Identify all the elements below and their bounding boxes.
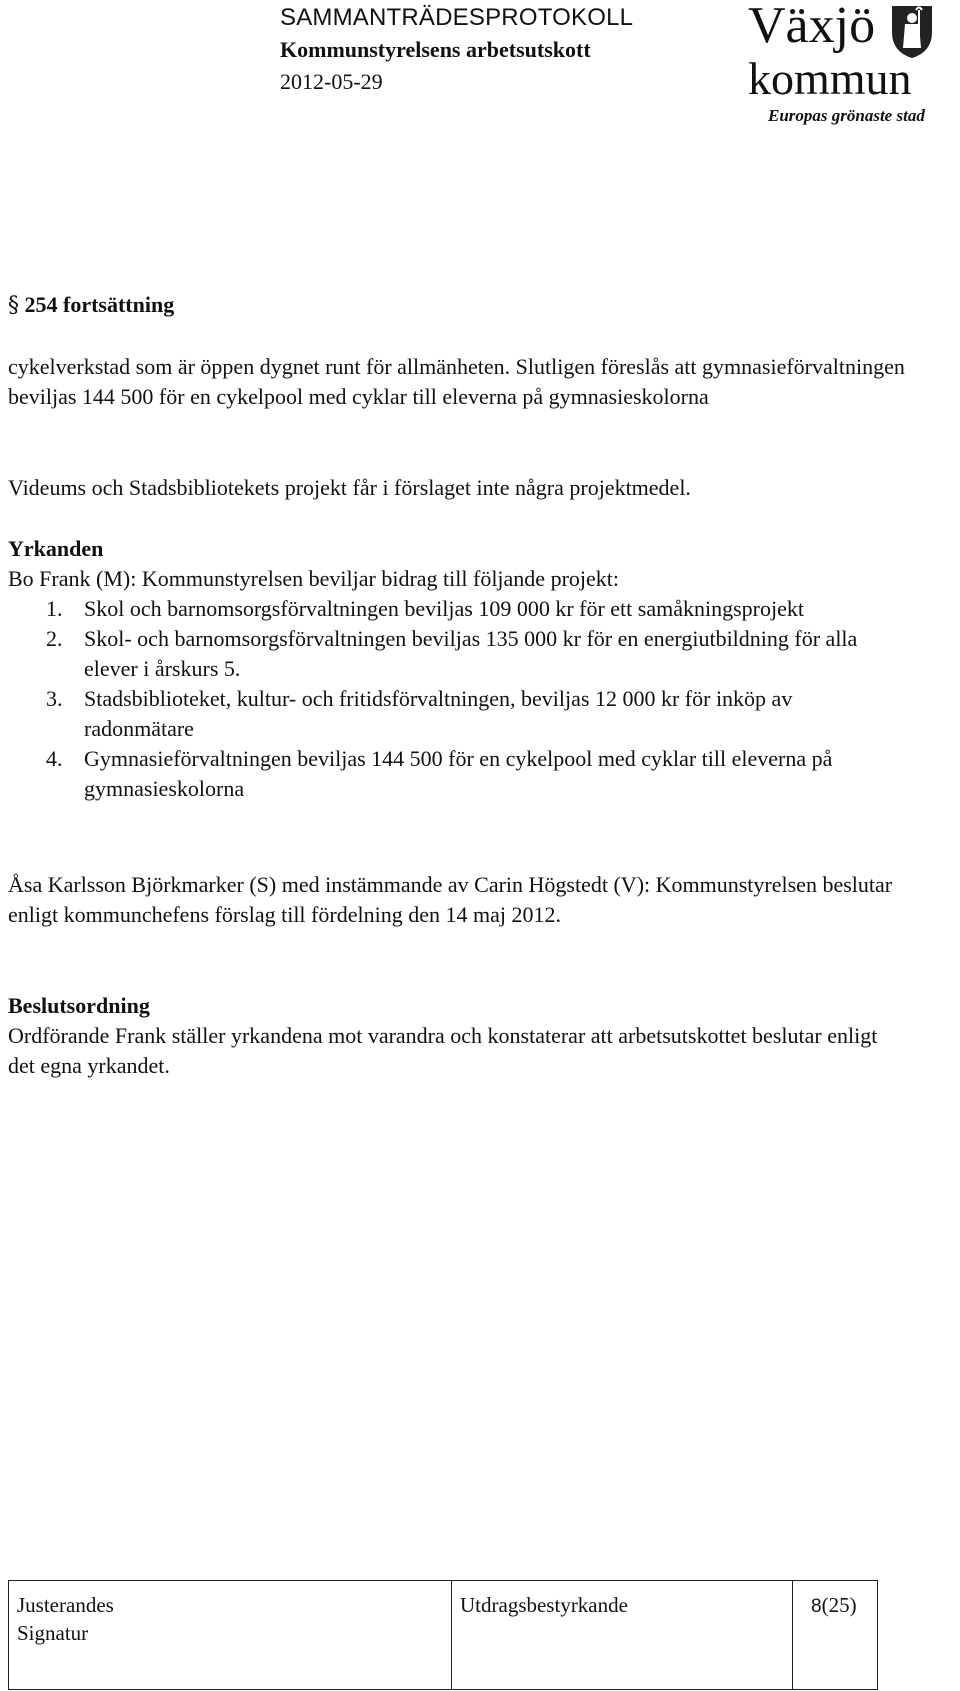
list-item — [8, 624, 888, 684]
list-item-number: 2. — [46, 626, 63, 651]
signatur-label: Signatur — [17, 1621, 89, 1645]
vaxjo-kommun-logo — [748, 0, 960, 130]
yrkanden-heading: Yrkanden — [8, 536, 104, 561]
list-item — [8, 594, 888, 624]
page-number: 8 — [811, 1596, 822, 1617]
meeting-date: 2012-05-29 — [280, 69, 383, 94]
section-heading-text: 254 fortsättning — [19, 292, 175, 317]
list-item-text: Gymnasieförvaltningen beviljas 144 500 för en cykelpool med cyklar till eleverna på gymnasieskolorna — [84, 746, 833, 801]
section-sign: § — [8, 293, 19, 318]
list-item-text: Skol- och barnomsorgsförvaltningen beviljas 135 000 kr för en energiutbildning för alla elever i årskurs 5. — [84, 626, 858, 681]
yrkanden-intro: Bo Frank (M): Kommunstyrelsen beviljar bidrag till följande projekt: — [8, 566, 619, 591]
list-item-number: 3. — [46, 686, 63, 711]
section-heading — [8, 290, 174, 321]
list-item-number: 4. — [46, 746, 63, 771]
beslutsordning-text: Ordförande Frank ställer yrkandena mot varandra och konstaterar att arbetsutskottet beslutar enligt det egna yrkandet. — [8, 1023, 878, 1078]
footer-utdrag-cell — [452, 1581, 793, 1689]
page-total: (25) — [821, 1593, 857, 1617]
list-item — [8, 684, 888, 744]
justerandes-label: Justerandes — [17, 1593, 114, 1617]
footer-page-cell — [793, 1581, 877, 1689]
beslutsordning-heading: Beslutsordning — [8, 993, 150, 1018]
signature-footer — [8, 1580, 878, 1690]
list-item — [8, 744, 888, 804]
document-header — [280, 2, 633, 98]
project-list — [8, 594, 888, 804]
document-type: SAMMANTRÄDESPROTOKOLL — [280, 4, 634, 31]
logo-line-1: Växjö — [748, 0, 876, 54]
logo-line-2: kommun — [748, 53, 912, 104]
paragraph-counter-proposal: Åsa Karlsson Björkmarker (S) med instämmande av Carin Högstedt (V): Kommunstyrelsen beslutar enligt kommunchefens förslag till fördelning den 14 maj 2012. — [8, 872, 893, 927]
list-item-text: Skol och barnomsorgsförvaltningen beviljas 109 000 kr för ett samåkningsprojekt — [84, 596, 804, 621]
list-item-number: 1. — [46, 596, 63, 621]
paragraph-videum: Videums och Stadsbibliotekets projekt får i förslaget inte några projektmedel. — [8, 475, 691, 500]
paragraph-continuation: cykelverkstad som är öppen dygnet runt för allmänheten. Slutligen föreslås att gymnasieförvaltningen beviljas 144 500 för en cykelpool med cyklar till eleverna på gymnasieskolorna — [8, 354, 905, 409]
logo-tagline: Europas grönaste stad — [768, 106, 925, 125]
list-item-text: Stadsbiblioteket, kultur- och fritidsförvaltningen, beviljas 12 000 kr för inköp av radonmätare — [84, 686, 793, 741]
footer-justerandes-cell — [9, 1581, 452, 1689]
committee-name: Kommunstyrelsens arbetsutskott — [280, 37, 591, 62]
coat-of-arms-icon — [888, 2, 936, 60]
utdragsbestyrkande-label: Utdragsbestyrkande — [460, 1593, 628, 1617]
